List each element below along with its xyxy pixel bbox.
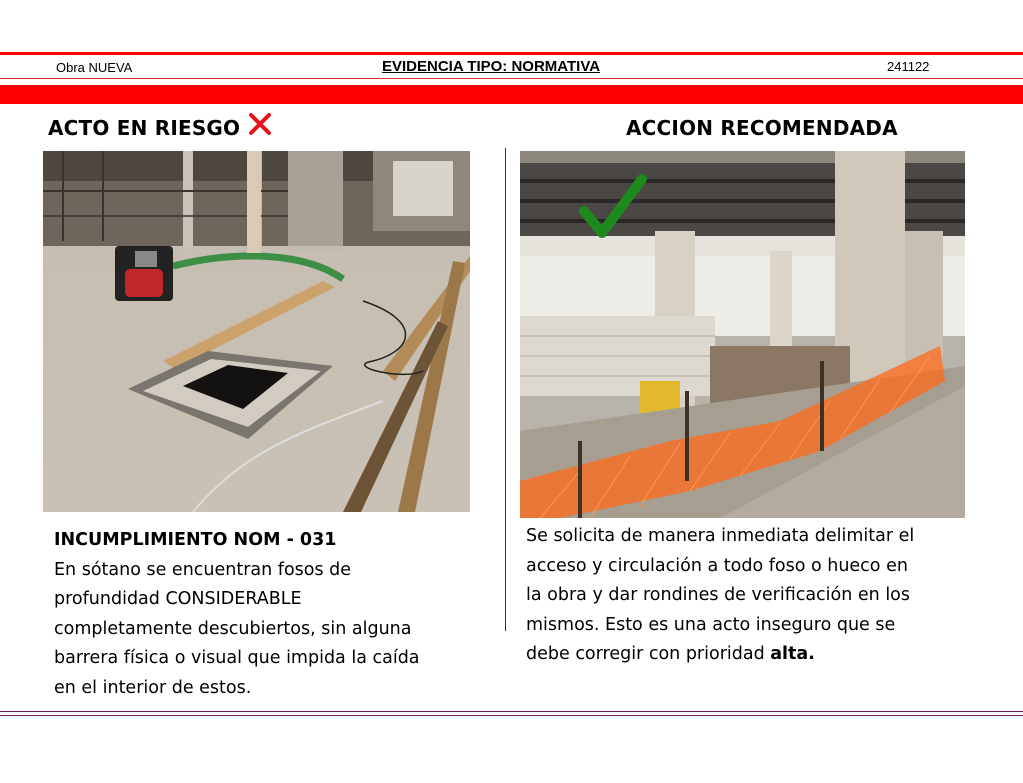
right-line-5-text: debe corregir con prioridad [526, 644, 771, 664]
header-thin-rule [0, 78, 1023, 79]
left-description [54, 526, 494, 703]
project-label: Obra NUEVA [56, 60, 133, 75]
date-code: 241122 [887, 59, 930, 74]
left-line-3: completamente descubiertos, sin alguna [54, 618, 412, 639]
left-line-5: en el interior de estos. [54, 677, 252, 698]
right-line-3: la obra y dar rondines de verificación en los [526, 585, 911, 605]
right-description [526, 522, 966, 670]
risk-photo [43, 151, 470, 512]
nom-title: INCUMPLIMIENTO NOM - 031 [54, 530, 337, 550]
evidence-type-title: EVIDENCIA TIPO: NORMATIVA [382, 58, 601, 75]
recommended-action-photo [520, 151, 965, 518]
footer-rule-top [0, 711, 1023, 712]
left-line-1: En sótano se encuentran fosos de [54, 559, 352, 580]
check-mark-icon [578, 173, 648, 246]
priority-level: alta. [770, 644, 815, 664]
right-line-1: Se solicita de manera inmediata delimitar el [526, 526, 915, 546]
right-heading: ACCION RECOMENDADA [626, 116, 898, 140]
right-line-5 [526, 640, 966, 670]
right-line-4: mismos. Esto es una acto inseguro que se [526, 614, 896, 635]
header-top-red-rule [0, 52, 1023, 55]
header-red-bar [0, 85, 1023, 104]
footer-rule-bottom [0, 715, 1023, 716]
left-line-2: profundidad CONSIDERABLE [54, 589, 302, 609]
left-line-4: barrera física o visual que impida la caída [54, 648, 420, 668]
x-mark-icon [247, 111, 273, 142]
right-line-2: acceso y circulación a todo foso o hueco en [526, 555, 908, 576]
left-heading: ACTO EN RIESGO [48, 116, 241, 140]
column-divider [505, 148, 506, 631]
